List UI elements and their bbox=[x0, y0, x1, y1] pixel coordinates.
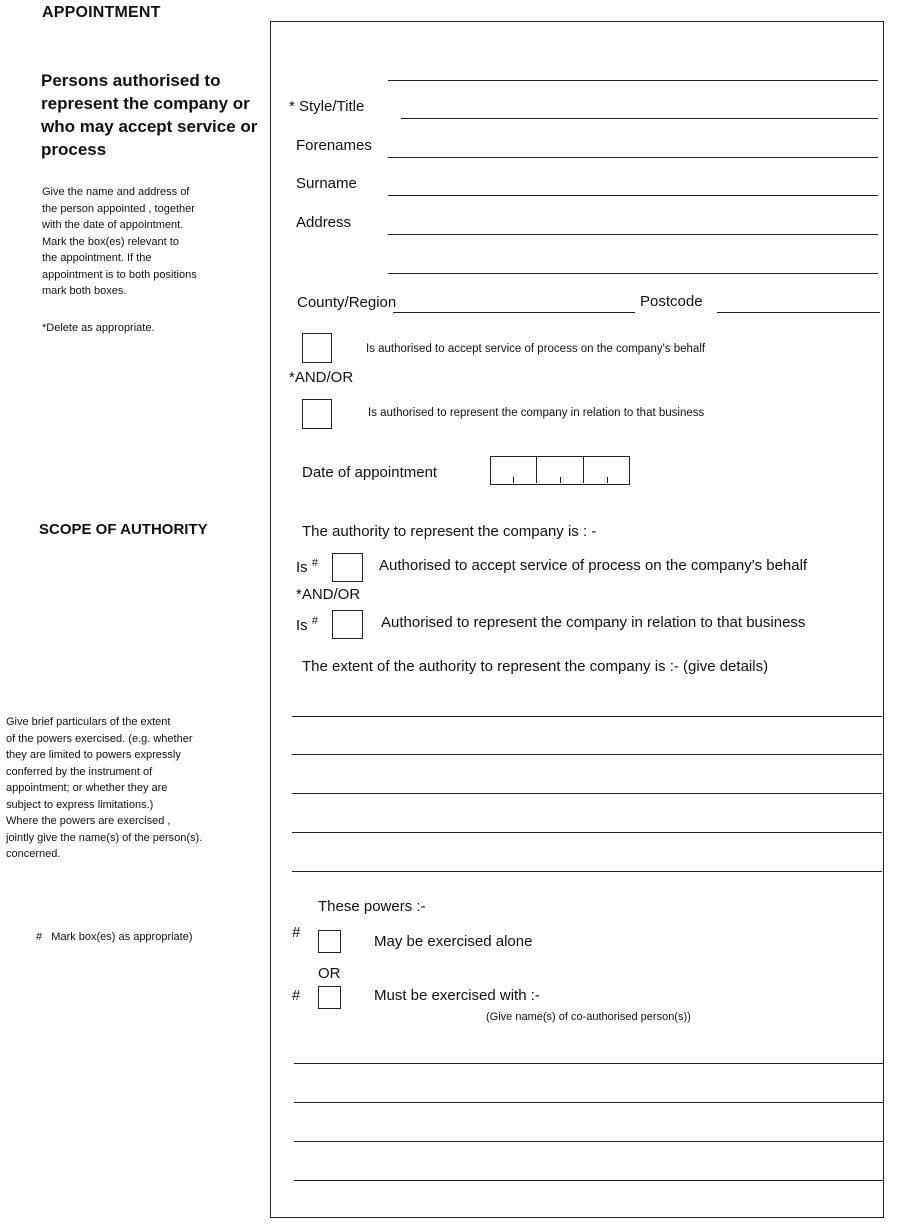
instructions-line: with the date of appointment. bbox=[42, 219, 184, 231]
coauthorised-note: (Give name(s) of co-authorised person(s)) bbox=[486, 1011, 691, 1023]
address-label: Address bbox=[296, 214, 352, 231]
and-or-label-2: *AND/OR bbox=[296, 586, 361, 603]
exercised-with-label: Must be exercised with :- bbox=[374, 987, 540, 1004]
instructions-line: mark both boxes. bbox=[42, 285, 127, 297]
extent-details-line-5[interactable] bbox=[292, 871, 882, 872]
surname-label: Surname bbox=[296, 175, 357, 192]
extent-label: The extent of the authority to represent the company is :- (give details) bbox=[302, 658, 769, 675]
coauthorised-line-1[interactable] bbox=[294, 1063, 884, 1064]
address-field-line-1[interactable] bbox=[388, 234, 878, 235]
extent-details-line-3[interactable] bbox=[292, 793, 882, 794]
particulars-line: they are limited to powers expressly bbox=[6, 749, 181, 761]
particulars-line: conferred by the instrument of bbox=[6, 765, 153, 778]
scope-accept-label: Authorised to accept service of process on the company's behalf bbox=[379, 557, 808, 574]
date-tick bbox=[607, 477, 608, 483]
hash-mark-with: # bbox=[292, 987, 301, 1004]
particulars-line: Give brief particulars of the extent bbox=[6, 716, 171, 728]
forenames-label: Forenames bbox=[296, 137, 372, 154]
powers-label: These powers :- bbox=[318, 898, 426, 915]
instructions-line: the person appointed , together bbox=[42, 202, 195, 215]
instructions-line: appointment is to both positions bbox=[42, 268, 197, 281]
particulars-line: Where the powers are exercised , bbox=[6, 815, 171, 827]
exercised-alone-label: May be exercised alone bbox=[374, 933, 533, 950]
particulars-line: concerned. bbox=[6, 848, 61, 860]
date-tick bbox=[560, 477, 561, 483]
scope-accept-is bbox=[296, 557, 318, 576]
scope-intro-label: The authority to represent the company is : - bbox=[302, 523, 597, 540]
hash-mark: # bbox=[311, 557, 318, 569]
particulars-line: subject to express limitations.) bbox=[6, 798, 154, 811]
date-tick bbox=[513, 477, 514, 483]
or-label: OR bbox=[318, 965, 341, 982]
coauthorised-line-3[interactable] bbox=[294, 1141, 884, 1142]
postcode-field[interactable] bbox=[717, 312, 880, 313]
address-field-line-2[interactable] bbox=[388, 273, 878, 274]
particulars-line: of the powers exercised. (e.g. whether bbox=[6, 732, 193, 745]
exercised-with-checkbox[interactable] bbox=[318, 986, 341, 1009]
mark-box-note: # Mark box(es) as appropriate) bbox=[36, 931, 193, 943]
and-or-label-1: *AND/OR bbox=[289, 369, 354, 386]
instructions-line: Give the name and address of bbox=[42, 186, 190, 198]
coauthorised-line-4[interactable] bbox=[294, 1180, 884, 1181]
top-blank-line[interactable] bbox=[388, 80, 878, 81]
exercised-alone-checkbox[interactable] bbox=[318, 930, 341, 953]
county-field[interactable] bbox=[393, 312, 635, 313]
scope-accept-checkbox[interactable] bbox=[332, 553, 363, 582]
style-title-label: * Style/Title bbox=[289, 98, 365, 115]
delete-note: *Delete as appropriate. bbox=[42, 322, 155, 334]
coauthorised-line-2[interactable] bbox=[294, 1102, 884, 1103]
county-label: County/Region bbox=[297, 294, 397, 311]
accept-service-checkbox[interactable] bbox=[302, 333, 332, 363]
instructions-line: Mark the box(es) relevant to bbox=[42, 235, 179, 248]
extent-details-line-2[interactable] bbox=[292, 754, 882, 755]
extent-details-line-1[interactable] bbox=[292, 716, 882, 717]
instructions-note bbox=[42, 184, 197, 300]
scope-represent-is bbox=[296, 615, 318, 634]
persons-authorised-heading: Persons authorised to represent the company or who may accept service or process bbox=[41, 71, 258, 159]
particulars-line: appointment; or whether they are bbox=[6, 782, 168, 794]
is-label: Is bbox=[296, 559, 308, 576]
represent-checkbox[interactable] bbox=[302, 399, 332, 429]
scope-represent-checkbox[interactable] bbox=[332, 610, 363, 639]
particulars-line: jointly give the name(s) of the person(s). bbox=[6, 831, 203, 844]
forenames-field[interactable] bbox=[388, 157, 878, 158]
extent-details-line-4[interactable] bbox=[292, 832, 882, 833]
hash-mark-alone: # bbox=[292, 924, 301, 941]
scope-heading: SCOPE OF AUTHORITY bbox=[39, 521, 208, 538]
hash-mark: # bbox=[311, 615, 318, 627]
surname-field[interactable] bbox=[388, 195, 878, 196]
date-separator bbox=[536, 457, 537, 483]
accept-service-label: Is authorised to accept service of process on the company's behalf bbox=[366, 343, 706, 355]
postcode-label: Postcode bbox=[640, 293, 703, 310]
date-of-appointment-input[interactable] bbox=[490, 456, 630, 485]
scope-represent-label: Authorised to represent the company in relation to that business bbox=[381, 614, 806, 631]
particulars-note bbox=[6, 714, 202, 863]
style-title-field[interactable] bbox=[401, 118, 878, 119]
instructions-line: the appointment. If the bbox=[42, 252, 152, 264]
represent-label: Is authorised to represent the company in relation to that business bbox=[368, 407, 705, 419]
is-label: Is bbox=[296, 617, 308, 634]
date-of-appointment-label: Date of appointment bbox=[302, 464, 438, 481]
date-separator bbox=[583, 457, 584, 483]
appointment-heading: APPOINTMENT bbox=[42, 4, 161, 21]
